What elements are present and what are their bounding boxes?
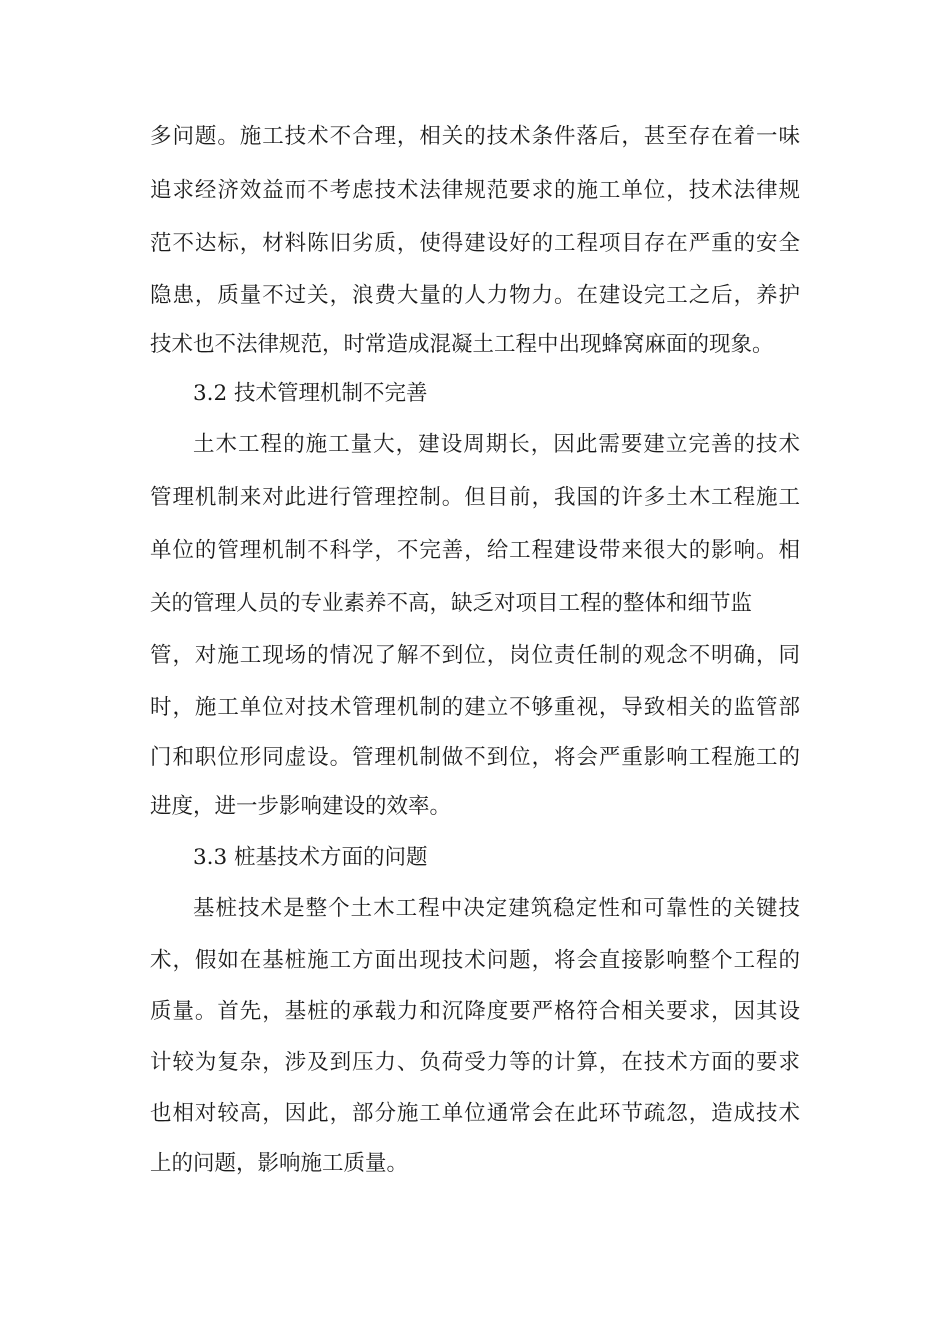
paragraph-line: 上的问题，影响施工质量。 [150,1151,409,1176]
paragraph-line: 关的管理人员的专业素养不高，缺乏对项目工程的整体和细节监 [150,591,753,616]
paragraph-line: 追求经济效益而不考虑技术法律规范要求的施工单位，技术法律规 [150,178,800,203]
paragraph-line: 隐患，质量不过关，浪费大量的人力物力。在建设完工之后，养护 [150,283,800,308]
paragraph-line: 进度，进一步影响建设的效率。 [150,794,452,819]
paragraph-line: 基桩技术是整个土木工程中决定建筑稳定性和可靠性的关键技 [193,896,800,921]
paragraph-line: 术，假如在基桩施工方面出现技术问题，将会直接影响整个工程的 [150,948,800,973]
paragraph-line: 计较为复杂，涉及到压力、负荷受力等的计算，在技术方面的要求 [150,1050,800,1075]
paragraph-line: 范不达标，材料陈旧劣质，使得建设好的工程项目存在严重的安全 [150,231,800,256]
paragraph-line: 多问题。施工技术不合理，相关的技术条件落后，甚至存在着一味 [150,124,800,149]
paragraph-line: 技术也不法律规范，时常造成混凝土工程中出现蜂窝麻面的现象。 [150,332,774,357]
paragraph-line: 土木工程的施工量大，建设周期长，因此需要建立完善的技术 [193,432,800,457]
section-heading: 3.3 桩基技术方面的问题 [193,845,428,870]
paragraph-line: 管，对施工现场的情况了解不到位，岗位责任制的观念不明确，同 [150,643,800,668]
paragraph-line: 质量。首先，基桩的承载力和沉降度要严格符合相关要求，因其设 [150,999,800,1024]
paragraph-line: 时，施工单位对技术管理机制的建立不够重视，导致相关的监管部 [150,695,800,720]
paragraph-line: 也相对较高，因此，部分施工单位通常会在此环节疏忽，造成技术 [150,1101,800,1126]
paragraph-line: 门和职位形同虚设。管理机制做不到位，将会严重影响工程施工的 [150,745,800,770]
paragraph-line: 管理机制来对此进行管理控制。但目前，我国的许多土木工程施工 [150,485,800,510]
paragraph-line: 单位的管理机制不科学，不完善，给工程建设带来很大的影响。相 [150,538,800,563]
section-heading: 3.2 技术管理机制不完善 [193,381,428,406]
